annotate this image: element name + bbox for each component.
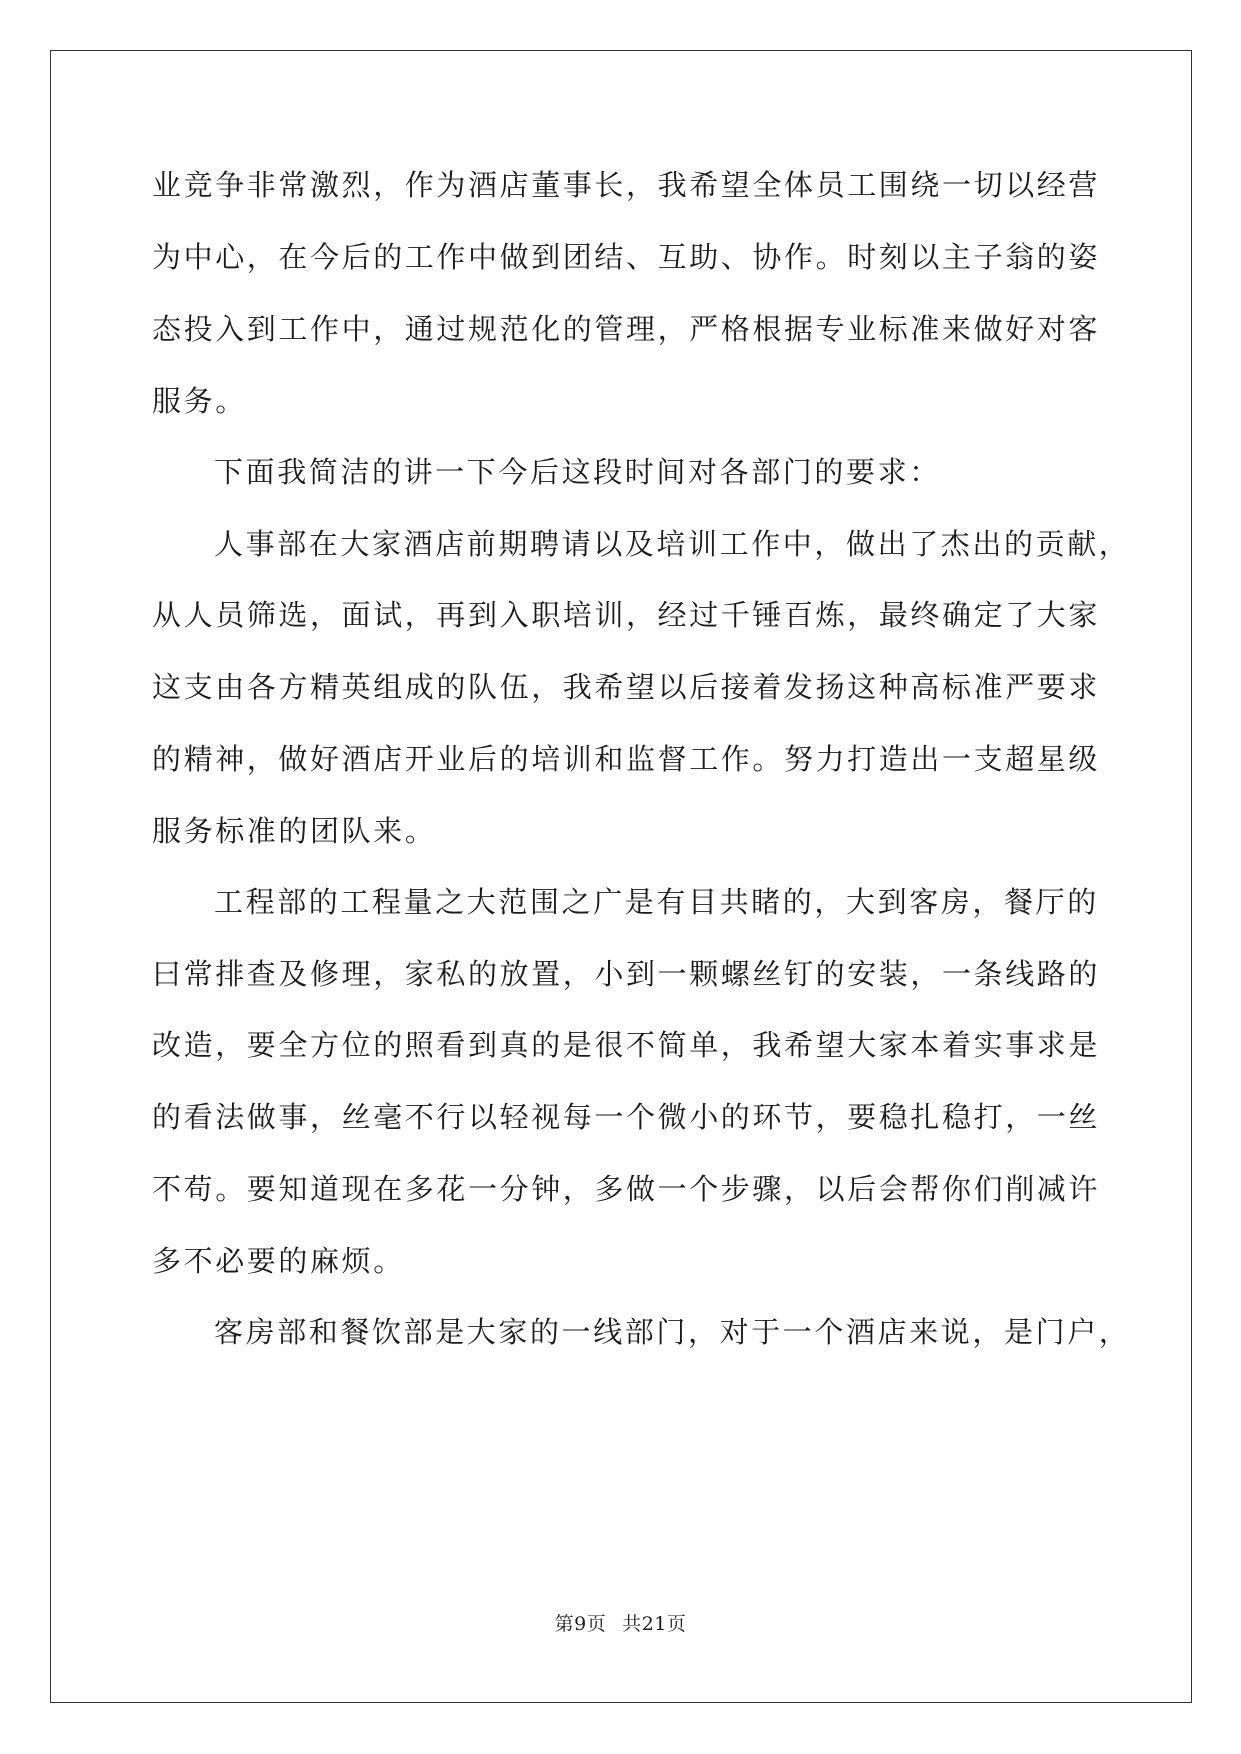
text-line: 多不必要的麻烦。 (152, 1244, 405, 1278)
page-border (50, 50, 1192, 1703)
text-line: 客房部和餐饮部是大家的一线部门，对于一个酒店来说，是门户， (214, 1315, 1131, 1349)
text-line: 服务标准的团队来。 (152, 814, 437, 848)
text-line: 不苟。要知道现在多花一分钟，多做一个步骤，以后会帮你们削减许 (152, 1172, 1101, 1206)
text-line: 下面我简洁的讲一下今后这段时间对各部门的要求： (214, 455, 941, 489)
page-footer (0, 1612, 1241, 1636)
text-line: 从人员筛选，面试，再到入职培训，经过千锤百炼，最终确定了大家 (152, 598, 1101, 632)
text-line: 工程部的工程量之大范围之广是有目共睹的，大到客房，餐厅的 (214, 885, 1099, 919)
total-page-count: 共21页 (622, 1613, 687, 1635)
text-line: 为中心，在今后的工作中做到团结、互助、协作。时刻以主子翁的姿 (152, 240, 1101, 274)
text-line: 服务。 (152, 384, 247, 418)
text-line: 改造，要全方位的照看到真的是很不简单，我希望大家本着实事求是 (152, 1028, 1101, 1062)
text-line: 业竞争非常激烈，作为酒店董事长，我希望全体员工围绕一切以经营 (152, 168, 1101, 202)
current-page-number: 第9页 (554, 1613, 607, 1635)
text-line: 这支由各方精英组成的队伍，我希望以后接着发扬这种高标准严要求 (152, 670, 1101, 704)
text-line: 的精神，做好酒店开业后的培训和监督工作。努力打造出一支超星级 (152, 742, 1101, 776)
text-line: 曰常排查及修理，家私的放置，小到一颗螺丝钉的安装，一条线路的 (152, 957, 1101, 991)
text-line: 态投入到工作中，通过规范化的管理，严格根据专业标准来做好对客 (152, 312, 1101, 346)
text-line: 人事部在大家酒店前期聘请以及培训工作中，做出了杰出的贡献， (214, 527, 1131, 561)
text-line: 的看法做事，丝毫不行以轻视每一个微小的环节，要稳扎稳打，一丝 (152, 1100, 1101, 1134)
